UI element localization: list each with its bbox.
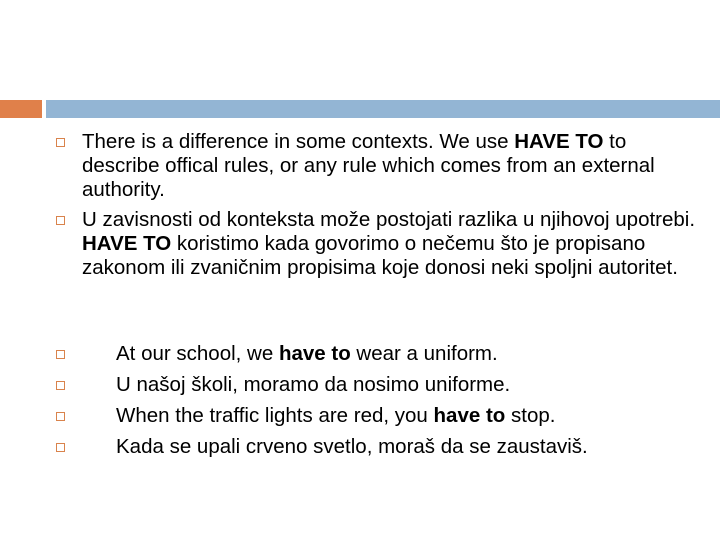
accent-bar-orange xyxy=(0,100,42,118)
square-bullet-icon xyxy=(56,412,65,421)
bullet-item xyxy=(82,208,702,280)
accent-bar-blue xyxy=(46,100,720,118)
text: There is a difference in some contexts. We use xyxy=(82,130,515,153)
text: koristimo kada govorimo o nečemu što je propisano zakonom ili zvaničnim propisima koje donosi neki spoljni autoritet. xyxy=(82,232,678,279)
bold-text: have to xyxy=(278,342,351,365)
text: U zavisnosti od konteksta može postojati razlika u njihovoj upotrebi. xyxy=(82,208,696,231)
example-item xyxy=(116,404,720,428)
text: At our school, we xyxy=(116,342,279,365)
bold-text: HAVE TO xyxy=(514,130,604,153)
text: When the traffic lights are red, you xyxy=(116,404,434,427)
text: U našoj školi, moramo da nosimo uniforme. xyxy=(116,373,511,396)
text: Kada se upali crveno svetlo, moraš da se zaustaviš. xyxy=(116,435,588,458)
square-bullet-icon xyxy=(56,443,65,452)
square-bullet-icon xyxy=(56,216,65,225)
text: stop. xyxy=(505,404,556,427)
text: to describe offical rules, or any rule which comes from an external authority. xyxy=(82,130,655,201)
square-bullet-icon xyxy=(56,138,65,147)
square-bullet-icon xyxy=(56,350,65,359)
text: wear a uniform. xyxy=(350,342,498,365)
square-bullet-icon xyxy=(56,381,65,390)
bullet-item xyxy=(82,130,702,202)
example-item xyxy=(116,373,720,397)
example-item xyxy=(116,435,720,459)
bold-text: have to xyxy=(433,404,506,427)
example-item xyxy=(116,342,720,366)
bold-text: HAVE TO xyxy=(82,232,172,255)
